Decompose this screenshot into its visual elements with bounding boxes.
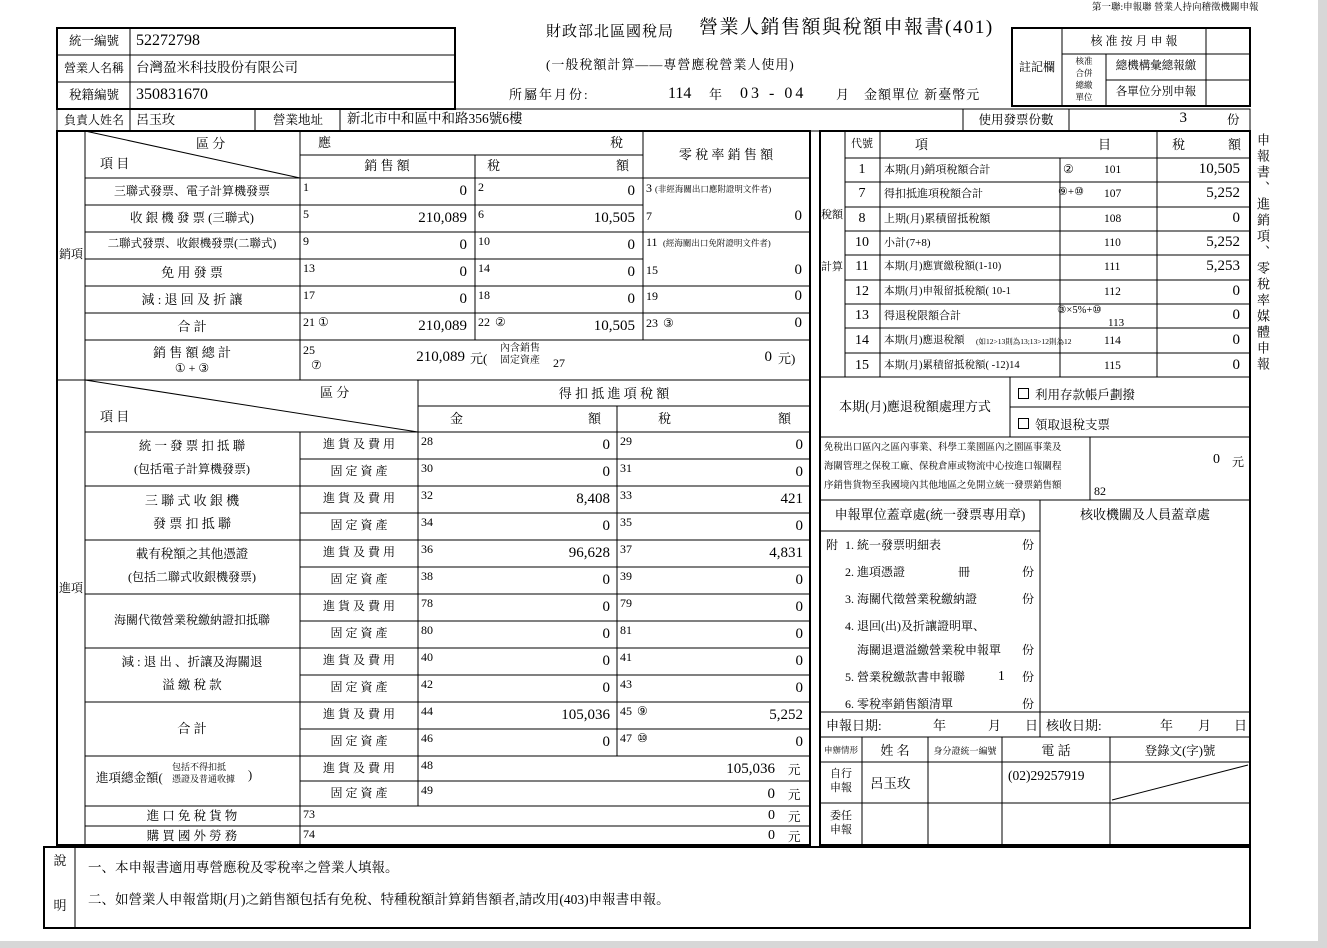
zero-rate-note: (經海關出口免附證明文件者)	[663, 238, 771, 248]
sales-cell-value: 0	[627, 183, 635, 199]
attachment-item: 1. 統一發票明細表	[845, 538, 942, 552]
sales-cell-value: 0	[459, 183, 467, 199]
zero-rate-code: 23	[646, 316, 658, 330]
taxcalc-row-no: 14	[855, 333, 869, 348]
zero-rate-value: 0	[794, 208, 802, 224]
sales-cell-code: 21	[303, 315, 315, 329]
taxcalc-row-value: 5,252	[1206, 185, 1240, 201]
window-edge-bottom	[0, 941, 1327, 948]
notes-label: 說	[53, 853, 67, 868]
taxcalc-row-code: 110	[1104, 237, 1121, 249]
date-unit: 年	[933, 718, 947, 733]
purchases-cell-value: 0	[795, 464, 803, 480]
owner-name-value: 呂玉玫	[136, 112, 176, 127]
taxcalc-row-code: 107	[1104, 188, 1122, 200]
purchases-cell-code: 33	[620, 488, 632, 502]
taxcalc-row-code: 112	[1104, 286, 1121, 298]
sales-cell-value: 10,505	[593, 210, 635, 226]
taxcalc-row-code: 108	[1104, 213, 1122, 225]
notes-line: 一、本申報書適用專營應稅及零稅率之營業人填報。	[88, 860, 399, 875]
invoice-count-value: 3	[1179, 110, 1187, 126]
uid-label: 統一編號	[68, 34, 120, 48]
purchases-cell-code: 36	[421, 542, 433, 556]
zero-rate-value: 0	[794, 288, 802, 304]
taxcalc-row-formula: ⑨+⑩	[1058, 186, 1084, 198]
purchases-cell-value: 0	[602, 437, 610, 453]
sales-cell-value: 0	[459, 264, 467, 280]
purchases-cell-value: 0	[795, 599, 803, 615]
attachment-item: 5. 營業稅繳款書申報聯	[845, 670, 966, 684]
currency-unit: 元	[1232, 455, 1245, 469]
date-unit: 年	[1160, 718, 1174, 733]
annotation-merge-label: 核准	[1075, 56, 1093, 66]
receive-date-label: 核收日期:	[1046, 718, 1102, 733]
purchases-category: 進 貨 及 費 用	[322, 599, 396, 613]
purchases-cell-value: 105,036	[726, 761, 775, 777]
taxcalc-row-label: 得扣抵進項稅額合計	[884, 188, 983, 200]
purchases-group-label: 海關代徵營業稅繳納證扣抵聯	[113, 613, 271, 627]
purchases-cell-value: 0	[768, 828, 775, 843]
taxcalc-row-no: 15	[855, 358, 869, 373]
taxcalc-head-tax: 額	[1228, 137, 1242, 152]
refund-method-title: 本期(月)應退稅額處理方式	[839, 399, 991, 414]
zero-rate-code: 19	[646, 289, 658, 303]
purchases-cell-value: 105,036	[561, 707, 610, 723]
agent-head-phone: 電 話	[1041, 743, 1071, 758]
sales-cell-value: 0	[459, 237, 467, 253]
purchases-category: 固 定 資 產	[330, 518, 388, 532]
sales-row-label: 合 計	[177, 319, 207, 334]
sales-cell-code: 5	[303, 207, 309, 221]
annotation-separate: 各單位分別申報	[1115, 86, 1197, 98]
purchases-category: 進 貨 及 費 用	[322, 761, 396, 775]
sales-corner-item: 項 目	[100, 156, 130, 171]
purchases-group-label: (包括電子計算機發票)	[134, 462, 250, 476]
circled-number: ①	[318, 315, 329, 329]
export-zone-text: 序銷售貨物至我國境內其他地區之免開立統一發票銷售額	[824, 481, 1062, 491]
attachment-unit: 份	[1022, 643, 1035, 657]
export-zone-text: 免稅出口區內之區內事業、科學工業園區內之園區事業及	[824, 443, 1062, 453]
attachment-unit: 份	[1022, 670, 1035, 684]
purchases-cell-value: 0	[768, 808, 775, 823]
purchases-category: 進 貨 及 費 用	[322, 653, 396, 667]
purchases-col-amount-left: 金	[450, 411, 464, 426]
purchases-corner-item: 項 目	[100, 409, 130, 424]
purchases-cell-code: 49	[421, 783, 433, 797]
purchases-category: 進 貨 及 費 用	[322, 491, 396, 505]
taxcalc-row-formula: ③×5%+⑩	[1057, 305, 1102, 316]
purchases-cell-code: 79	[620, 596, 632, 610]
copy-note: 第一聯:申報聯 營業人持向稽徵機關申報	[1092, 3, 1259, 13]
sales-cell-value: 0	[627, 237, 635, 253]
purchases-group-label: (包括二聯式收銀機發票)	[128, 570, 256, 584]
purchases-cell-value: 0	[795, 572, 803, 588]
taxcalc-section-label: 稅額	[821, 209, 843, 221]
agent-head-id: 身分證統一編號	[933, 746, 997, 756]
refund-check-label: 領取退稅支票	[1035, 418, 1111, 432]
business-name-label: 營業人名稱	[63, 61, 125, 75]
purchases-cell-code: 48	[421, 758, 433, 772]
owner-name-label: 負責人姓名	[63, 113, 125, 127]
sales-total-close: 元)	[778, 351, 796, 366]
form-subtitle: (一般稅額計算——專營應稅營業人使用)	[546, 57, 795, 72]
purchases-category: 固 定 資 產	[330, 786, 388, 800]
purchases-cell-value: 0	[795, 653, 803, 669]
sales-total-inc-code: 27	[553, 356, 565, 370]
sales-cell-code: 6	[478, 207, 484, 221]
agent-head-reg: 登錄文(字)號	[1144, 744, 1216, 758]
purchases-cell-code: 28	[421, 434, 433, 448]
self-declare-label: 申報	[830, 782, 852, 794]
notes-line: 二、如營業人申報當期(月)之銷售額包括有免稅、特種稅額計算銷售額者,請改用(403)申報書申報。	[88, 892, 670, 907]
taxcalc-row-formula: ②	[1063, 162, 1074, 176]
purchases-cell-code: 35	[620, 515, 632, 529]
uid-value: 52272798	[136, 32, 200, 49]
sales-section-label: 銷項	[58, 247, 84, 261]
sales-total-inc-label: 固定資產	[500, 355, 540, 366]
sales-cell-value: 10,505	[593, 318, 635, 334]
taxcalc-row-label: 上期(月)累積留抵稅額	[884, 213, 991, 225]
sales-row-label: 二聯式發票、收銀機發票(二聯式)	[107, 238, 277, 250]
taxcalc-row-label: 本期(月)應退稅額	[884, 335, 965, 346]
sales-cell-value: 210,089	[418, 318, 467, 334]
address-value: 新北市中和區中和路356號6樓	[347, 111, 523, 126]
purchases-cell-code: 44	[421, 704, 433, 718]
sales-total-label: 銷 售 額 總 計	[152, 345, 232, 360]
self-declare-phone: (02)29257919	[1008, 768, 1085, 783]
purchases-cell-value: 0	[795, 734, 803, 750]
purchases-category: 固 定 資 產	[330, 626, 388, 640]
foreign-services-label: 購 買 國 外 勞 務	[146, 829, 238, 843]
attachment-count: 1	[998, 668, 1005, 683]
zero-rate-note: (非經海關出口應附證明文件者)	[655, 184, 772, 194]
taxcalc-head-item: 目	[1098, 137, 1112, 152]
circled-number: ②	[495, 315, 506, 329]
taxcalc-row-value: 0	[1232, 307, 1240, 323]
purchases-cell-value: 0	[767, 786, 775, 802]
taxcalc-row-no: 8	[858, 211, 866, 226]
purchases-col-amount-right: 額	[588, 411, 602, 426]
invoice-count-unit: 份	[1227, 113, 1240, 127]
purchases-cell-code: 32	[421, 488, 433, 502]
window-edge-right	[1318, 0, 1327, 948]
zero-rate-code: 3	[646, 181, 652, 195]
taxcalc-row-value: 0	[1232, 283, 1240, 299]
zero-rate-code: 7	[646, 209, 652, 223]
zero-rate-value: 0	[794, 262, 802, 278]
purchases-cell-value: 4,831	[769, 545, 803, 561]
taxcalc-row-code: 113	[1108, 317, 1125, 329]
attachment-unit: 份	[1022, 538, 1035, 552]
purchases-cell-code: 41	[620, 650, 632, 664]
sales-row-label: 三聯式發票、電子計算機發票	[113, 184, 271, 198]
tax-reg-value: 350831670	[136, 86, 208, 103]
taxcalc-row-no: 1	[858, 162, 866, 177]
purchases-cell-code: 37	[620, 542, 632, 556]
sales-cell-code: 14	[478, 261, 490, 275]
purchases-col-tax-right: 額	[778, 411, 792, 426]
attachment-item: 4. 退回(出)及折讓證明單、	[845, 619, 985, 633]
period-year-unit: 年	[709, 87, 723, 102]
sales-cell-code: 17	[303, 288, 315, 302]
annotation-merge-label: 單位	[1075, 92, 1093, 102]
circled-number: ③	[663, 316, 674, 330]
purchases-group-label: 發 票 扣 抵 聯	[152, 516, 232, 531]
purchases-cell-value: 0	[602, 680, 610, 696]
circled-number: ⑦	[311, 358, 322, 372]
agency-name: 財政部北區國稅局	[546, 24, 675, 40]
sales-cell-value: 0	[459, 291, 467, 307]
taxcalc-row-no: 13	[855, 308, 869, 323]
purchases-cell-value: 0	[602, 518, 610, 534]
zero-rate-code: 15	[646, 263, 658, 277]
address-label: 營業地址	[272, 113, 324, 127]
taxcalc-section-label: 計算	[821, 261, 843, 273]
import-row-label: 進 口 免 稅 貨 物	[146, 809, 238, 823]
agent-head-type: 申辦情形	[823, 745, 859, 755]
currency-unit: 元	[788, 810, 801, 824]
sales-cell-code: 22	[478, 315, 490, 329]
purchases-cell-code: 31	[620, 461, 632, 475]
purchases-cell-value: 0	[795, 626, 803, 642]
purchases-cell-code: 40	[421, 650, 433, 664]
currency-unit: 元	[788, 830, 801, 844]
purchases-group-label: 減 : 退 出 、折讓及海關退	[121, 655, 263, 669]
date-unit: 月	[988, 718, 1002, 733]
taxcalc-row-no: 7	[858, 186, 866, 201]
purchases-grand-close: )	[248, 768, 253, 782]
taxcalc-row-label: 本期(月)銷項稅額合計	[884, 164, 991, 176]
attachment-item: 海關退還溢繳營業稅申報單	[857, 643, 1002, 657]
self-declare-label: 自行	[830, 768, 852, 780]
taxcalc-row-value: 0	[1232, 332, 1240, 348]
purchases-cell-code: 30	[421, 461, 433, 475]
invoice-count-label: 使用發票份數	[978, 113, 1054, 127]
purchases-cell-code: 46	[421, 731, 433, 745]
purchases-cell-value: 0	[795, 518, 803, 534]
sales-cell-code: 9	[303, 234, 309, 248]
attachment-unit: 份	[1022, 697, 1035, 711]
notes-label: 明	[53, 898, 67, 913]
circled-number: ⑨	[637, 704, 648, 718]
taxcalc-row-value: 0	[1232, 210, 1240, 226]
purchases-cell-code: 38	[421, 569, 433, 583]
taxcalc-row-label: 本期(月)申報留抵稅額( 10-1	[884, 286, 1011, 297]
sales-cell-value: 0	[627, 264, 635, 280]
taxcalc-row-no: 11	[855, 259, 869, 274]
period-label: 所屬年月份:	[509, 87, 590, 102]
sales-col-tax-left: 稅	[487, 158, 501, 173]
taxcalc-row-no: 12	[855, 284, 869, 299]
annotation-merge-label: 總繳	[1075, 80, 1093, 90]
sales-corner-division: 區 分	[196, 136, 226, 151]
purchases-col-tax-left: 稅	[658, 411, 672, 426]
circled-number: ⑩	[637, 731, 648, 745]
date-unit: 日	[1234, 718, 1248, 733]
purchases-category: 固 定 資 產	[330, 572, 388, 586]
sales-total-inc-value: 0	[764, 349, 772, 365]
purchases-group-label: 合 計	[177, 721, 207, 736]
taxcalc-row-label: 本期(月)累積留抵稅額( -12)14	[884, 360, 1020, 371]
taxcalc-row-code: 111	[1104, 261, 1121, 273]
taxcalc-head-tax: 稅	[1172, 137, 1186, 152]
purchases-cell-code: 81	[620, 623, 632, 637]
sales-total-value: 210,089	[416, 349, 465, 365]
sales-cell-code: 18	[478, 288, 490, 302]
taxcalc-row-code: 101	[1104, 164, 1122, 176]
purchases-cell-value: 0	[602, 572, 610, 588]
sales-row-label: 收 銀 機 發 票 (三聯式)	[130, 211, 254, 225]
declarant-stamp-title: 申報單位蓋章處(統一發票專用章)	[834, 507, 1026, 522]
sales-col-tax-right: 額	[616, 158, 630, 173]
currency-unit: 元	[788, 763, 801, 777]
currency-unit: 元	[788, 788, 801, 802]
date-unit: 日	[1025, 718, 1039, 733]
purchases-cell-value: 0	[795, 680, 803, 696]
annotation-consolidated: 總機構彙總報繳	[1115, 60, 1197, 72]
taxcalc-row-label: 得退稅限額合計	[884, 310, 961, 322]
zero-rate-value: 0	[794, 315, 802, 331]
period-months: 03 - 04	[740, 85, 807, 102]
sales-cell-code: 10	[478, 234, 490, 248]
purchases-cell-value: 0	[602, 626, 610, 642]
purchases-cell-code: 80	[421, 623, 433, 637]
period-year: 114	[668, 85, 692, 102]
purchases-cell-value: 0	[602, 599, 610, 615]
attachment-item-mid: 冊	[958, 565, 971, 579]
export-zone-value: 0	[1213, 452, 1220, 467]
purchases-cell-code: 74	[303, 827, 315, 841]
purchases-cell-value: 0	[602, 653, 610, 669]
export-zone-code: 82	[1094, 484, 1106, 498]
taxcalc-row-code: 115	[1104, 360, 1121, 372]
sales-cell-value: 0	[627, 291, 635, 307]
attachment-unit: 份	[1022, 592, 1035, 606]
sales-row-label: 減 : 退 回 及 折 讓	[141, 292, 243, 307]
purchases-cell-value: 5,252	[769, 707, 803, 723]
date-unit: 月	[1198, 718, 1212, 733]
tax-reg-label: 稅籍編號	[68, 88, 120, 102]
purchases-cell-code: 42	[421, 677, 433, 691]
attachment-prefix: 附	[826, 538, 839, 552]
purchases-cell-code: 78	[421, 596, 433, 610]
receiver-stamp-title: 核收機關及人員蓋章處	[1079, 507, 1211, 522]
sales-col-taxable-left: 應	[318, 135, 332, 150]
purchases-category: 進 貨 及 費 用	[322, 707, 396, 721]
sales-cell-value: 210,089	[418, 210, 467, 226]
delegate-declare-label: 申報	[830, 824, 852, 836]
self-declare-name: 呂玉玫	[870, 776, 911, 791]
currency-note: 金額單位 新臺幣元	[864, 87, 981, 102]
sales-cell-code: 13	[303, 261, 315, 275]
taxcalc-row-value: 10,505	[1198, 161, 1240, 177]
taxcalc-row-value: 0	[1232, 357, 1240, 373]
purchases-cell-value: 0	[602, 734, 610, 750]
taxcalc-row-label-sub: (如12>13則為13;13>12則為12	[976, 337, 1072, 346]
purchases-group-label: 統 一 發 票 扣 抵 聯	[138, 439, 246, 453]
sales-cell-code: 1	[303, 180, 309, 194]
delegate-declare-label: 委任	[830, 810, 852, 822]
declare-date-label: 申報日期:	[826, 718, 882, 733]
purchases-cell-value: 8,408	[576, 491, 610, 507]
period-month-unit: 月	[836, 87, 850, 102]
purchases-category: 進 貨 及 費 用	[322, 545, 396, 559]
bank-transfer-label: 利用存款帳戶劃撥	[1035, 388, 1136, 402]
purchases-col-group: 得 扣 抵 進 項 稅 額	[558, 386, 670, 401]
sales-total-inc-label: 內含銷售	[500, 343, 540, 354]
purchases-cell-code: 39	[620, 569, 632, 583]
sales-total-unit: 元(	[470, 351, 488, 366]
taxcalc-row-label: 小計(7+8)	[884, 237, 931, 249]
purchases-cell-code: 73	[303, 807, 315, 821]
taxcalc-row-no: 10	[855, 235, 869, 250]
purchases-group-label: 三 聯 式 收 銀 機	[144, 493, 240, 508]
taxcalc-row-code: 114	[1104, 335, 1121, 347]
sales-total-formula: ① + ③	[174, 361, 210, 375]
purchases-cell-value: 96,628	[568, 545, 610, 561]
attachment-item: 2. 進項憑證	[845, 565, 906, 579]
purchases-grand-label: 進項總金額(	[96, 771, 163, 785]
bank-transfer-checkbox[interactable]	[1018, 388, 1029, 399]
purchases-cell-code: 45	[620, 704, 632, 718]
purchases-section-label: 進項	[58, 581, 84, 595]
purchases-grand-note: 包括不得扣抵	[172, 762, 227, 772]
taxcalc-head-no: 代號	[851, 138, 873, 150]
form-title: 營業人銷售額與稅額申報書(401)	[699, 17, 994, 38]
purchases-cell-code: 47	[620, 731, 632, 745]
taxcalc-row-value: 5,253	[1206, 258, 1240, 274]
purchases-group-label: 載有稅額之其他憑證	[135, 547, 249, 561]
purchases-cell-code: 29	[620, 434, 632, 448]
refund-check-checkbox[interactable]	[1018, 418, 1029, 429]
attachment-item: 3. 海關代徵營業稅繳納證	[845, 592, 978, 606]
purchases-cell-value: 0	[795, 437, 803, 453]
attachment-item: 6. 零稅率銷售額清單	[845, 697, 954, 711]
sales-col-taxable-right: 稅	[610, 135, 624, 150]
attachment-unit: 份	[1022, 565, 1035, 579]
sales-total-code: 25	[303, 343, 315, 357]
purchases-group-label: 溢 繳 稅 款	[162, 678, 222, 692]
taxcalc-row-label: 本期(月)應實繳稅額(1-10)	[884, 261, 1002, 272]
sales-col-zero-rate: 零 稅 率 銷 售 額	[678, 147, 774, 162]
agent-head-name: 姓 名	[880, 743, 910, 758]
taxcalc-head-item: 項	[915, 137, 929, 152]
side-note: 申報書、進銷項、零稅率媒體申報	[1255, 133, 1270, 373]
annotation-monthly-approval: 核 准 按 月 申 報	[1090, 34, 1178, 48]
purchases-category: 進 貨 及 費 用	[322, 437, 396, 451]
purchases-corner-division: 區 分	[320, 385, 350, 400]
purchases-category: 固 定 資 產	[330, 464, 388, 478]
annotation-merge-label: 合併	[1075, 68, 1093, 78]
purchases-cell-code: 34	[421, 515, 433, 529]
export-zone-text: 海關管理之保稅工廠、保稅倉庫或物流中心按進口報關程	[824, 462, 1062, 472]
purchases-cell-value: 0	[602, 464, 610, 480]
purchases-category: 固 定 資 產	[330, 734, 388, 748]
taxcalc-row-value: 5,252	[1206, 234, 1240, 250]
zero-rate-code: 11	[646, 235, 658, 249]
purchases-cell-code: 43	[620, 677, 632, 691]
purchases-grand-note: 憑證及普通收據	[172, 774, 236, 784]
purchases-category: 固 定 資 產	[330, 680, 388, 694]
sales-col-amount: 銷 售 額	[364, 158, 410, 173]
sales-cell-code: 2	[478, 180, 484, 194]
business-name-value: 台灣盈米科技股份有限公司	[136, 60, 298, 75]
sales-row-label: 免 用 發 票	[161, 265, 223, 280]
annotation-label: 註記欄	[1018, 60, 1056, 74]
purchases-cell-value: 421	[780, 491, 803, 507]
